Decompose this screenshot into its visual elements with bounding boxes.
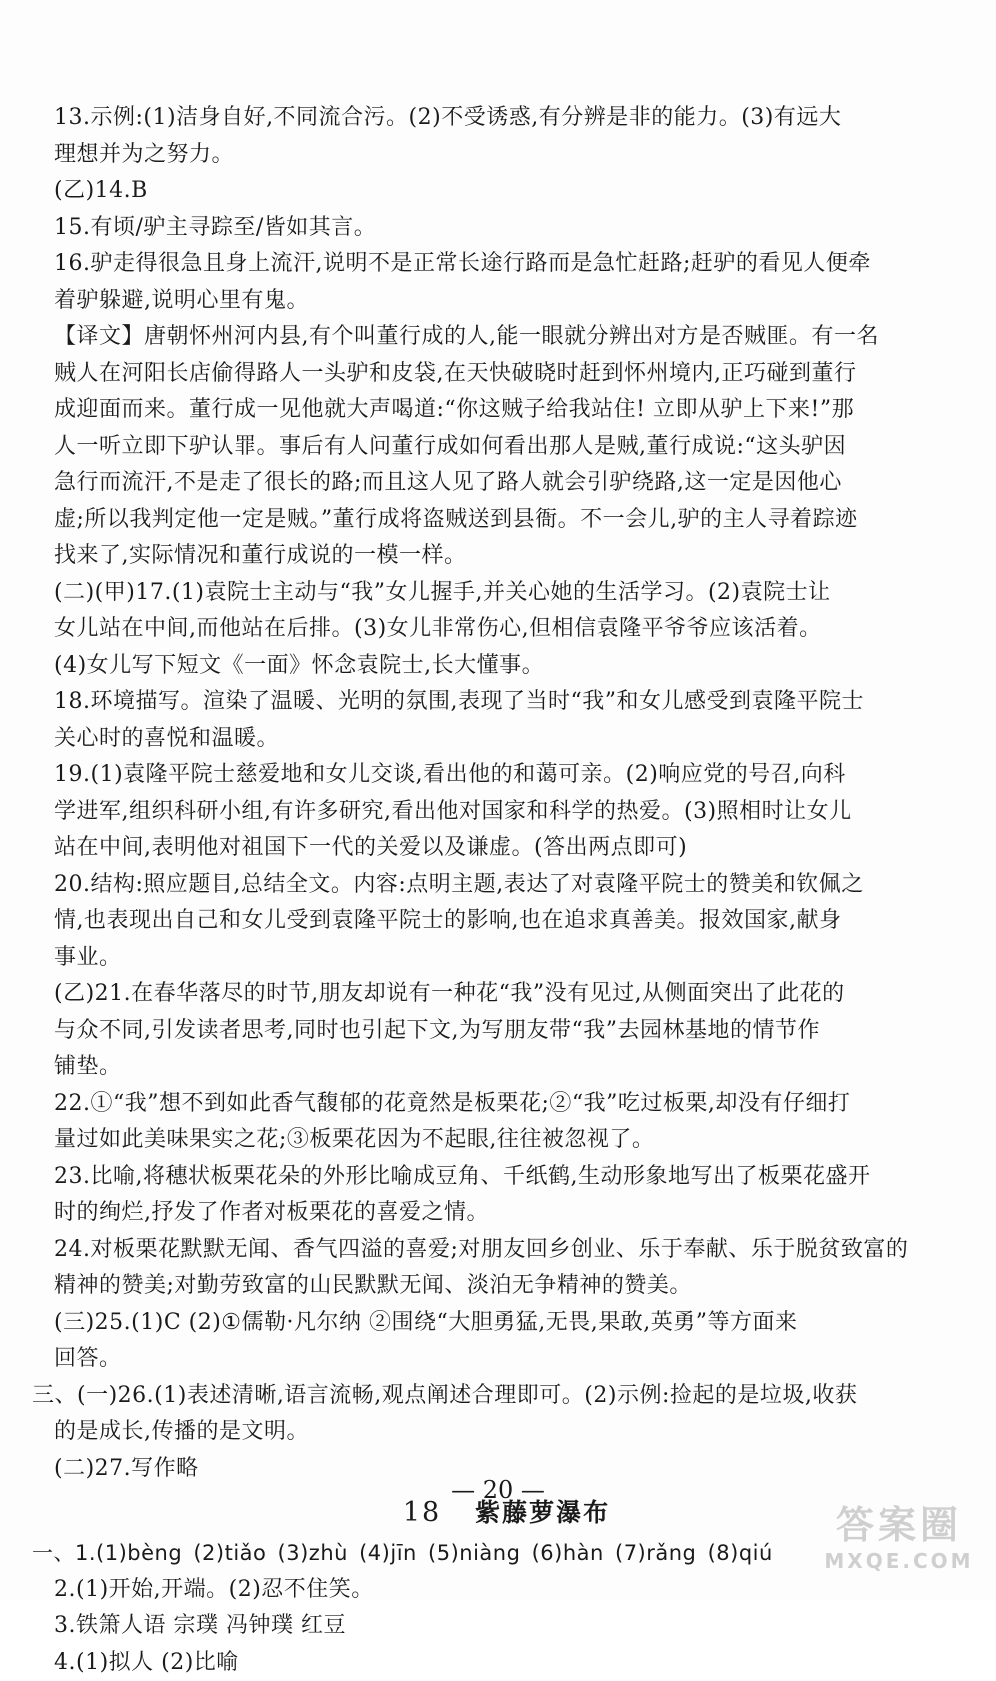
text-line: (三)25.(1)C (2)①儒勒·凡尔纳 ②围绕“大胆勇猛,无畏,果敢,英勇”等方面来	[54, 1305, 959, 1342]
watermark-url: MXQE.COM	[814, 1548, 984, 1574]
text-line: (二)(甲)17.(1)袁院士主动与“我”女儿握手,并关心她的生活学习。(2)袁院士让	[54, 575, 959, 612]
text-line: 2.(1)开始,开端。(2)忍不住笑。	[54, 1572, 959, 1609]
text-line: 与众不同,引发读者思考,同时也引起下文,为写朋友带“我”去园林基地的情节作	[54, 1013, 959, 1050]
text-line: 事业。	[54, 940, 959, 977]
text-line: 回答。	[54, 1341, 959, 1378]
section-three-line: 三、(一)26.(1)表述清晰,语言流畅,观点阐述合理即可。(2)示例:捡起的是垃圾,收获	[32, 1378, 959, 1415]
text-line: 24.对板栗花默默无闻、香气四溢的喜爱;对朋友回乡创业、乐于奉献、乐于脱贫致富的	[54, 1232, 959, 1269]
text-line: 时的绚烂,抒发了作者对板栗花的喜爱之情。	[54, 1195, 959, 1232]
text-line: 19.(1)袁隆平院士慈爱地和女儿交谈,看出他的和蔼可亲。(2)响应党的号召,向科	[54, 757, 959, 794]
text-line: (乙)21.在春华落尽的时节,朋友却说有一种花“我”没有见过,从侧面突出了此花的	[54, 976, 959, 1013]
text-line: 情,也表现出自己和女儿受到袁隆平院士的影响,也在追求真善美。报效国家,献身	[54, 903, 959, 940]
text-line: 23.比喻,将穗状板栗花朵的外形比喻成豆角、千纸鹤,生动形象地写出了板栗花盛开	[54, 1159, 959, 1196]
text-line: (乙)14.B	[54, 173, 959, 210]
pinyin-answer-line: 一、1.(1)bèng (2)tiǎo (3)zhù (4)jīn (5)niàng (6)hàn (7)rǎng (8)qiú	[32, 1535, 959, 1572]
lesson-number: 18	[403, 1497, 441, 1528]
answer-content	[54, 100, 959, 1681]
text-line: 20.结构:照应题目,总结全文。内容:点明主题,表达了对袁隆平院士的赞美和钦佩之	[54, 867, 959, 904]
text-line: 站在中间,表明他对祖国下一代的关爱以及谦虚。(答出两点即可)	[54, 830, 959, 867]
text-line: 着驴躲避,说明心里有鬼。	[54, 283, 959, 320]
text-line: 18.环境描写。渲染了温暖、光明的氛围,表现了当时“我”和女儿感受到袁隆平院士	[54, 684, 959, 721]
text-line: 16.驴走得很急且身上流汗,说明不是正常长途行路而是急忙赶路;赶驴的看见人便牵	[54, 246, 959, 283]
text-line: 3.铁箫人语 宗璞 冯钟璞 红豆	[54, 1608, 959, 1645]
text-line: 急行而流汗,不是走了很长的路;而且这人见了路人就会引驴绕路,这一定是因他心	[54, 465, 959, 502]
lesson-title: 紫藤萝瀑布	[475, 1498, 610, 1527]
text-line: 13.示例:(1)洁身自好,不同流合污。(2)不受诱惑,有分辨是非的能力。(3)有远大	[54, 100, 959, 137]
text-line: (二)27.写作略	[54, 1451, 959, 1488]
text-line: 虚;所以我判定他一定是贼。”董行成将盗贼送到县衙。不一会儿,驴的主人寻着踪迹	[54, 502, 959, 539]
text-line: 成迎面而来。董行成一见他就大声喝道:“你这贼子给我站住! 立即从驴上下来!”那	[54, 392, 959, 429]
text-line: 15.有顷/驴主寻踪至/皆如其言。	[54, 210, 959, 247]
text-line: 量过如此美味果实之花;③板栗花因为不起眼,往往被忽视了。	[54, 1122, 959, 1159]
text-line: 【译文】唐朝怀州河内县,有个叫董行成的人,能一眼就分辨出对方是否贼匪。有一名	[54, 319, 959, 356]
text-line: 关心时的喜悦和温暖。	[54, 721, 959, 758]
page-number: — 20 —	[0, 1476, 996, 1504]
text-line: 人一听立即下驴认罪。事后有人问董行成如何看出那人是贼,董行成说:“这头驴因	[54, 429, 959, 466]
text-line: 精神的赞美;对勤劳致富的山民默默无闻、淡泊无争精神的赞美。	[54, 1268, 959, 1305]
text-line: 贼人在河阳长店偷得路人一头驴和皮袋,在天快破晓时赶到怀州境内,正巧碰到董行	[54, 356, 959, 393]
text-line: 的是成长,传播的是文明。	[54, 1414, 959, 1451]
text-line: 22.①“我”想不到如此香气馥郁的花竟然是板栗花;②“我”吃过板栗,却没有仔细打	[54, 1086, 959, 1123]
text-line: 铺垫。	[54, 1049, 959, 1086]
watermark-logo	[814, 1502, 984, 1590]
watermark-text: 答案圈	[814, 1502, 984, 1548]
text-line: 理想并为之努力。	[54, 137, 959, 174]
text-line: 找来了,实际情况和董行成说的一模一样。	[54, 538, 959, 575]
text-line: (4)女儿写下短文《一面》怀念袁院士,长大懂事。	[54, 648, 959, 685]
text-line: 女儿站在中间,而他站在后排。(3)女儿非常伤心,但相信袁隆平爷爷应该活着。	[54, 611, 959, 648]
text-line: 4.(1)拟人 (2)比喻	[54, 1645, 959, 1681]
text-line: 学进军,组织科研小组,有许多研究,看出他对国家和科学的热爱。(3)照相时让女儿	[54, 794, 959, 831]
